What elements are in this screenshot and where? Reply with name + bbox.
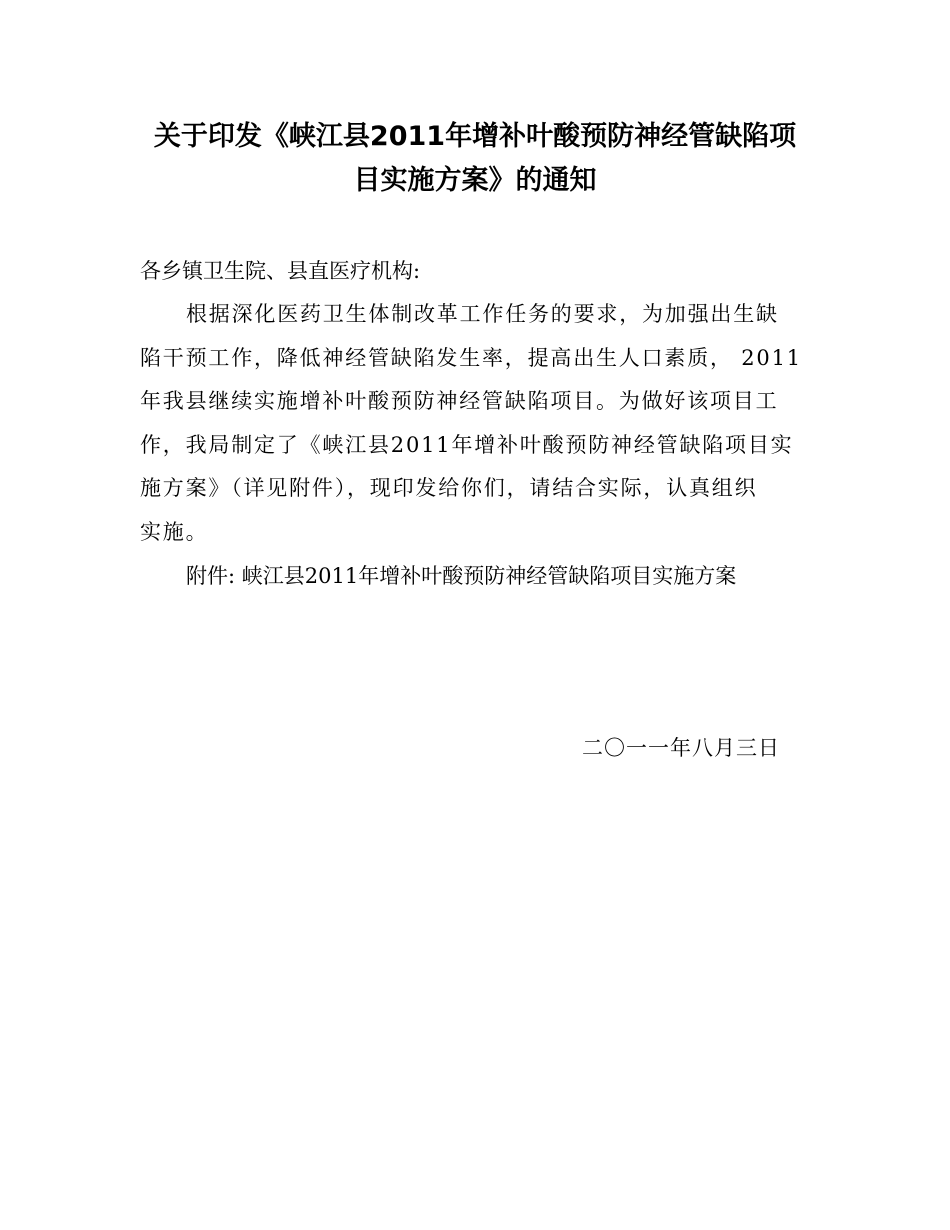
attachment-line [186,558,736,594]
document-title-line-1: 关于印发《峡江县2011年增补叶酸预防神经管缺陷项 [153,121,797,152]
document-date: 二〇一一年八月三日 [582,736,780,760]
body-line-4: 作，我局制定了《峡江县2011年增补叶酸预防神经管缺陷项目实 [140,433,794,457]
salutation: 各乡镇卫生院、县直医疗机构: [140,259,421,283]
attachment-name: 峡江县2011年增补叶酸预防神经管缺陷项目实施方案 [241,564,737,588]
body-line-6: 实施。 [140,520,209,544]
body-line-5: 施方案》（详见附件），现印发给你们，请结合实际，认真组织 [140,476,758,500]
document-title-line-2: 目实施方案》的通知 [353,165,597,196]
body-line-2: 陷干预工作，降低神经管缺陷发生率，提高出生人口素质， 2011 [140,346,802,370]
attachment-label: 附件: [186,564,236,588]
body-line-3: 年我县继续实施增补叶酸预防神经管缺陷项目。为做好该项目工 [140,389,779,413]
body-line-1: 根据深化医药卫生体制改革工作任务的要求，为加强出生缺 [186,302,779,326]
